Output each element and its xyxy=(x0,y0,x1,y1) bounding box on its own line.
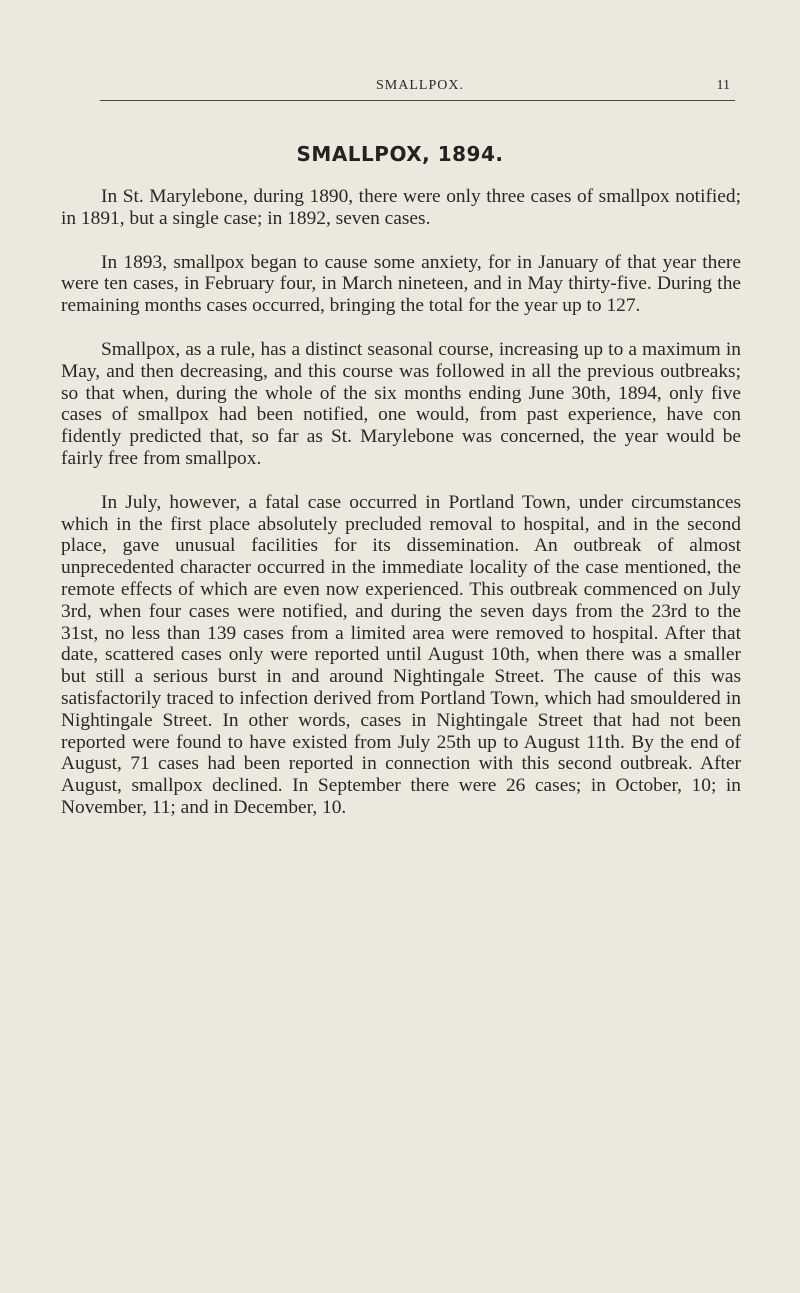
running-head xyxy=(100,78,740,98)
header-rule xyxy=(100,100,735,101)
body-text xyxy=(61,186,741,819)
paragraph-1: In St. Marylebone, during 1890, there were only three cases of smallpox notified; in 1891, but a single case; in 1892, seven cases. xyxy=(61,186,741,229)
paragraph-3: Smallpox, as a rule, has a distinct seasonal course, increasing up to a maximum in May, and then decreasing, and this course was followed in all the previous outbreaks; so that when, during the whole of the six months ending June 30th, 1894, only five cases of smallpox had been notified, one would, from past experience, have con fidently predicted that, so far as St. Marylebone was concerned, the year would be fairly free from smallpox. xyxy=(61,338,741,469)
paragraph-4: In July, however, a fatal case occurred in Portland Town, under circumstances which in the first place absolutely precluded removal to hospital, and in the second place, gave unusual facilities for its dissemination. An outbreak of almost unprecedented character occurred in the immediate locality of the case mentioned, the remote effects of which are even now experienced. This outbreak commenced on July 3rd, when four cases were notified, and during the seven days from the 23rd to the 31st, no less than 139 cases from a limited area were removed to hospital. After that date, scattered cases only were reported until August 10th, when there was a smaller but still a serious burst in and around Nightingale Street. The cause of this was satisfactorily traced to infection derived from Portland Town, which had smouldered in Nightingale Street. In other words, cases in Nightingale Street that had not been reported were found to have existed from July 25th up to August 11th. By the end of August, 71 cases had been reported in connection with this second outbreak. After August, smallpox declined. In September there were 26 cases; in October, 10; in November, 11; and in December, 10. xyxy=(61,491,741,818)
page-number: 11 xyxy=(716,78,730,93)
section-heading: SMALLPOX, 1894. xyxy=(296,142,504,166)
paragraph-2: In 1893, smallpox began to cause some anxiety, for in January of that year there were ten cases, in February four, in March nineteen, and in May thirty-five. During the remaining months cases occurred, bringing the total for the year up to 127. xyxy=(61,251,741,317)
running-title: SMALLPOX. xyxy=(376,78,464,93)
